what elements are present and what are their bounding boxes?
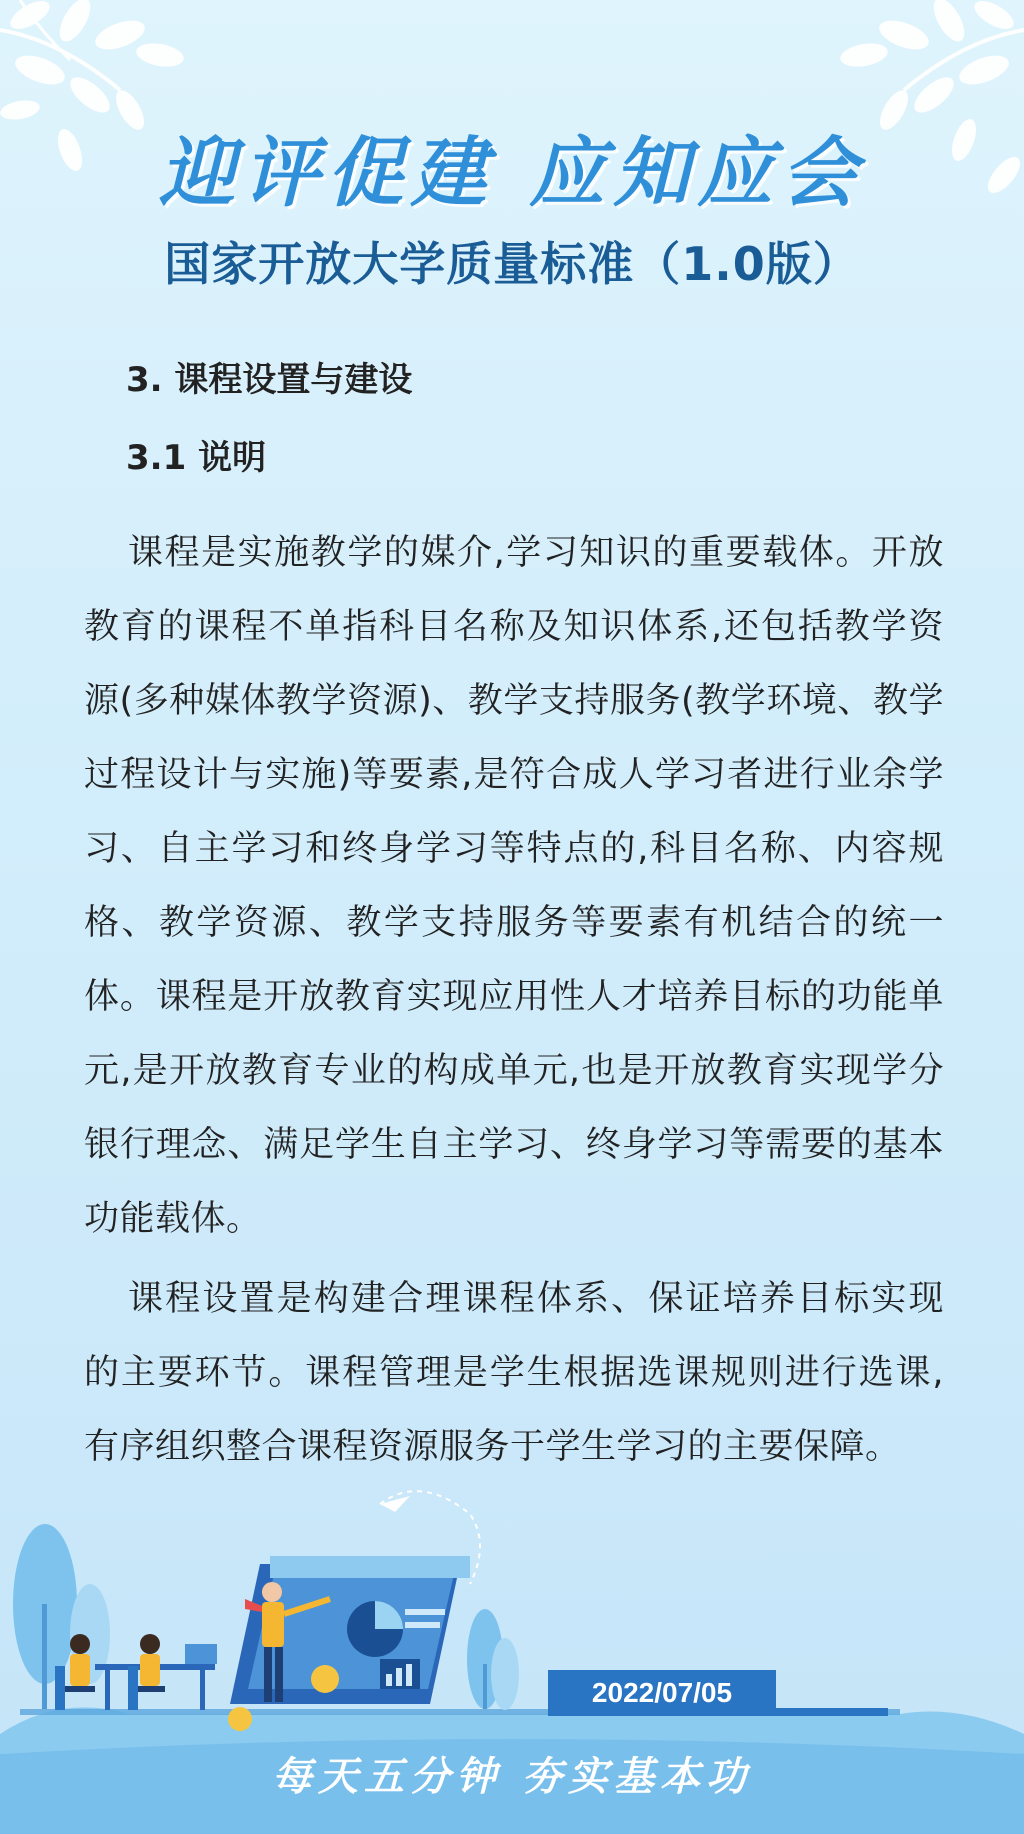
paragraph-1: 课程是实施教学的媒介,学习知识的重要载体。开放教育的课程不单指科目名称及知识体系,还包括教学资源(多种媒体教学资源)、教学支持服务(教学环境、教学过程设计与实施)等要素,是符合成人学习者进行业余学习、自主学习和终身学习等特点的,科目名称、内容规格、教学资源、教学支持服务等要素有机结合的统一体。课程是开放教育实现应用性人才培养目标的功能单元,是开放教育专业的构成单元,也是开放教育实现学分银行理念、满足学生自主学习、终身学习等需要的基本功能载体。: [84, 533, 944, 1239]
subsection-heading: 3.1 说明: [126, 438, 267, 478]
desk-group: [55, 1634, 217, 1710]
coin-icon: [311, 1665, 339, 1693]
article-body: [84, 360, 944, 1484]
paper-plane-icon: [380, 1496, 410, 1512]
date-label: 2022/07/05: [548, 1670, 776, 1716]
sub-title: 国家开放大学质量标准（1.0版）: [164, 237, 860, 291]
paragraph-2: 课程设置是构建合理课程体系、保证培养目标实现的主要环节。课程管理是学生根据选课规则进行选课,有序组织整合课程资源服务于学生学习的主要保障。: [84, 1279, 944, 1467]
footer-slogan: 每天五分钟 夯实基本功: [272, 1753, 752, 1800]
coin-icon: [228, 1707, 252, 1731]
section-heading: 3. 课程设置与建设: [126, 360, 413, 400]
main-title: 迎评促建 应知应会: [158, 128, 866, 217]
tree-right: [467, 1609, 519, 1710]
